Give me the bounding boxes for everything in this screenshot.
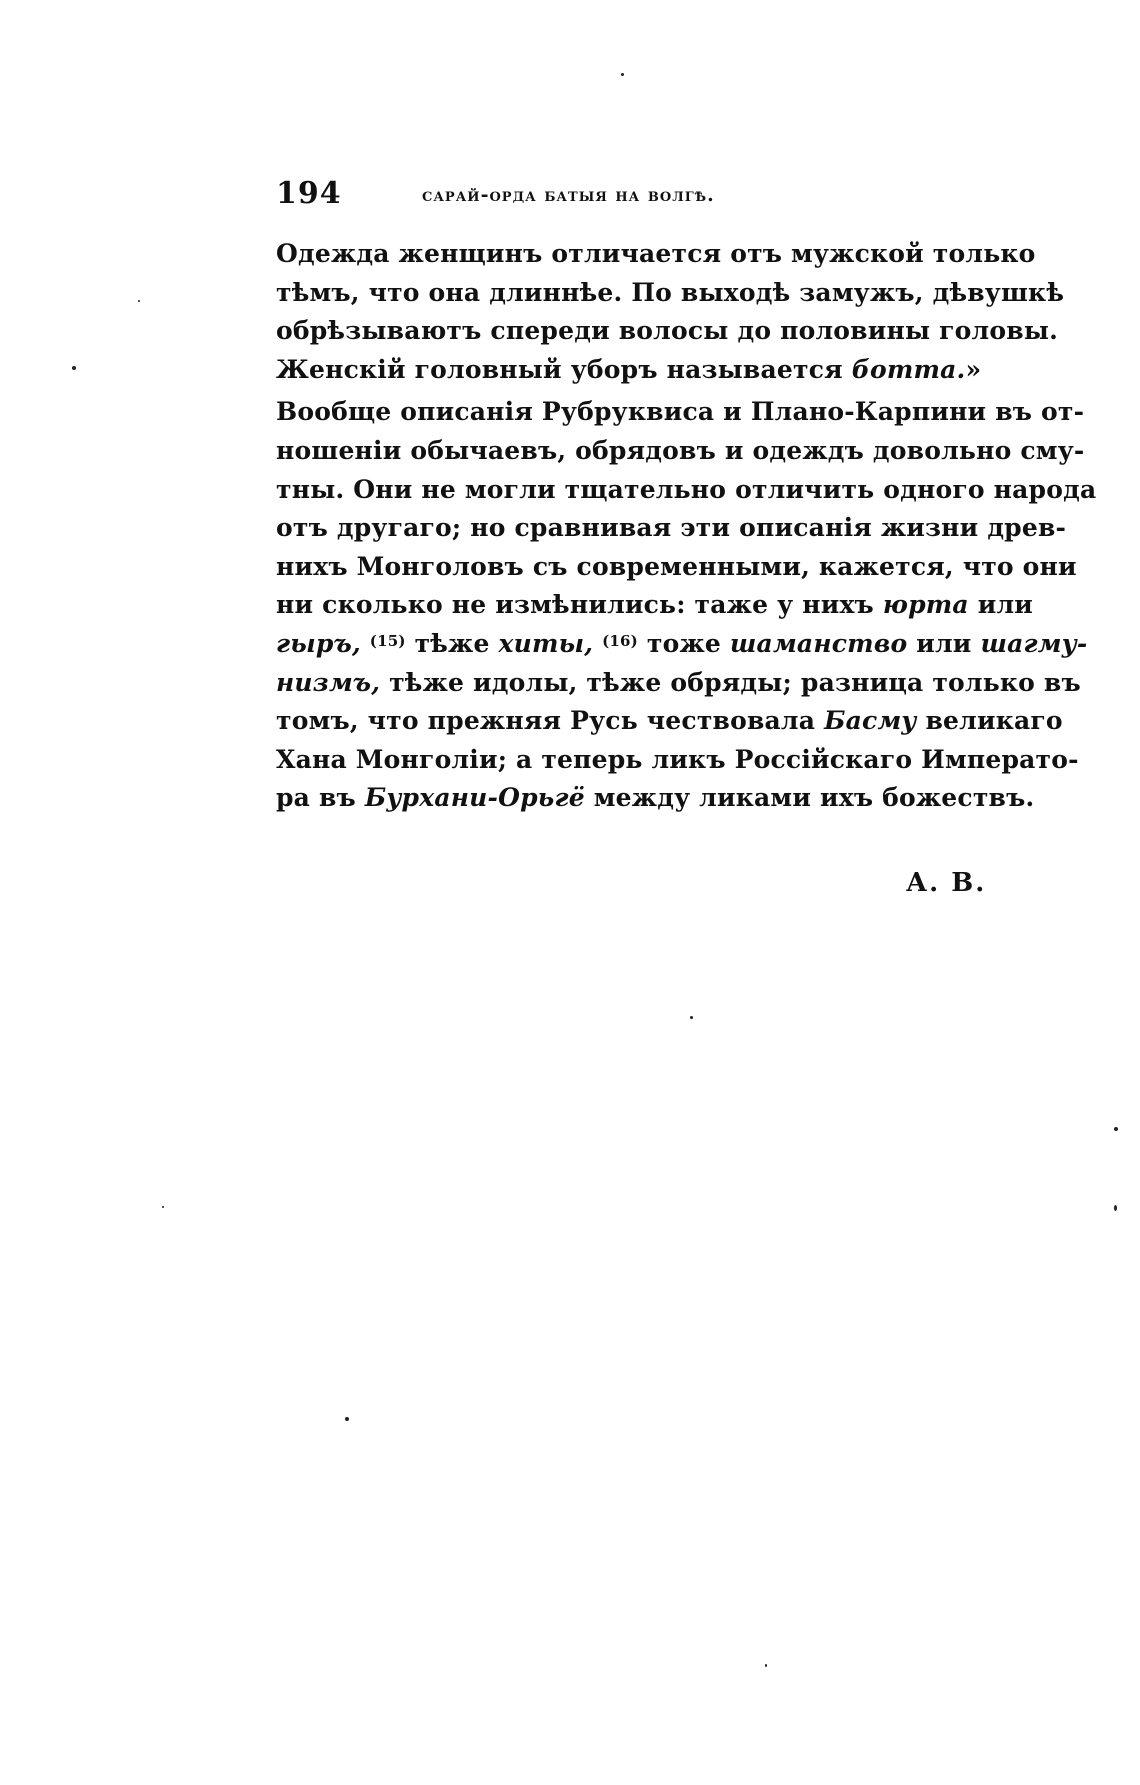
italic-term: Бурхани-Орьгё [364,783,585,813]
footnote-ref: (15) [369,631,406,650]
italic-term: ботта. [851,354,966,384]
text-line: томъ, что прежняя Русь чествовала Басму великаго [276,706,1063,736]
scan-speck [1114,1127,1118,1131]
scan-speck [345,1417,349,1421]
text-line: ношеніи обычаевъ, обрядовъ и одеждъ довольно сму- [276,435,1085,465]
scan-speck [765,1664,767,1667]
text-line: Вообще описанія Рубруквиса и Плано-Карпини въ от- [276,397,1085,427]
italic-term: шагму- [980,628,1088,658]
text-line: Хана Монголіи; а теперь ликъ Россійскаго Императо- [276,744,1079,774]
italic-term: шаманство [729,628,908,658]
text-line: тѣмъ, что она длиннѣе. По выходѣ замужъ, дѣвушкѣ [276,277,1065,307]
text-line: низмъ, тѣже идолы, тѣже обряды; разница только въ [276,667,1081,697]
main-text [276,235,1097,818]
italic-term: низмъ, [276,667,381,697]
italic-term: юрта [882,590,969,620]
text-line: ни сколько не измѣнились: таже у нихъ юрта или [276,590,1034,620]
scan-speck [621,73,624,76]
running-head [276,176,1016,220]
page-number: 194 [276,176,342,211]
footnote-ref: (16) [602,631,638,650]
scan-speck [138,300,140,302]
text-line: отъ другаго; но сравнивая эти описанія жизни древ- [276,513,1067,543]
scan-speck [690,1016,693,1019]
paragraph-2 [276,393,1097,818]
scan-speck [162,1206,164,1208]
text-line: тны. Они не могли тщательно отличить одного народа [276,474,1097,504]
paragraph-1 [276,235,1065,389]
text-line: Одежда женщинъ отличается отъ мужской только [276,239,1036,268]
italic-term: Басму [824,706,917,736]
running-title: сарай-орда батыя на волгѣ. [422,184,715,206]
text-line: ра въ Бурхани-Орьгё между ликами ихъ божествъ. [276,783,1035,813]
italic-term: гыръ, [276,628,361,658]
scan-speck [72,366,76,370]
text-line: гыръ, $^{(15)}$ тѣже хиты, $^{(16)}$ тоже шаманство или шагму- [276,628,1088,658]
text-line: нихъ Монголовъ съ современными, кажется, что они [276,551,1077,581]
italic-term: хиты, [498,628,594,658]
scan-speck [1114,1205,1117,1211]
text-line: Женскій головный уборъ называется ботта.» [276,354,982,384]
text-line: обрѣзываютъ спереди волосы до половины головы. [276,316,1058,346]
author-signature: А. В. [906,868,987,898]
